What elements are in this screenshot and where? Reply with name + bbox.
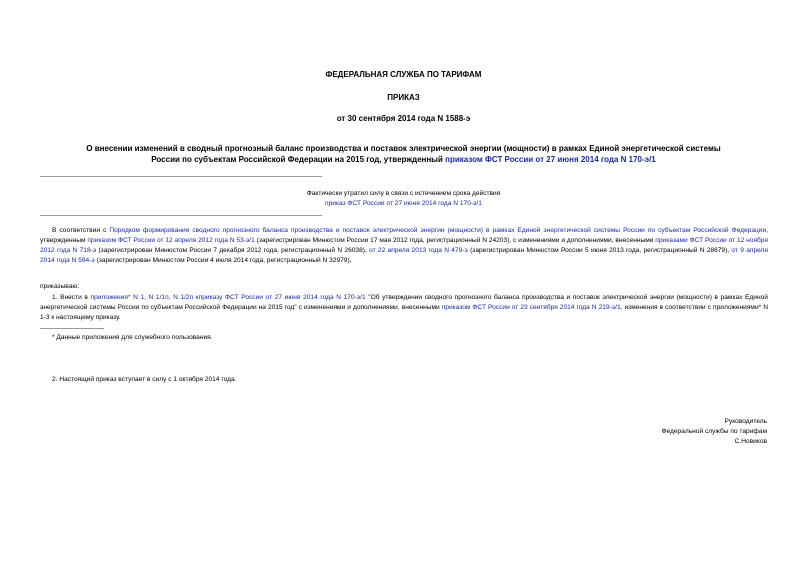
link-order-479[interactable]: от 22 апреля 2013 года N 479-э (369, 247, 468, 254)
preamble-text-6: (зарегистрирован Минюстом России 4 июля 2014 года, регистрационный N 32979), (94, 257, 352, 264)
item-1-paragraph (40, 293, 768, 323)
preamble-text-3: (зарегистрирован Минюстом России 17 мая 2012 года, регистрационный N 24203), с изменениями и дополнениями, внесенными (254, 237, 656, 244)
divider-top (40, 176, 322, 177)
agency-heading: ФЕДЕРАЛЬНАЯ СЛУЖБА ПО ТАРИФАМ (325, 70, 482, 79)
signature-block (662, 417, 768, 447)
preamble-paragraph (40, 226, 768, 266)
signature-name: С.Новиков (734, 438, 767, 445)
doc-type-heading: ПРИКАЗ (387, 93, 420, 102)
link-order-718[interactable]: приказами ФСТ России от 12 ноября 2012 года N 718-э (40, 237, 768, 254)
link-order-53[interactable]: приказом ФСТ России от 12 апреля 2012 года N 53-э/1 (87, 237, 255, 244)
order-word: приказываю: (40, 283, 80, 290)
item-1-text-1: 1. Внести в (52, 294, 91, 301)
preamble-text-4: (зарегистрирован Минюстом России 7 декабря 2012 года, регистрационный N 26038), (96, 247, 370, 254)
item-1-text-3: , изменения в соответствии с приложениями* N 1-3 к настоящему приказу. (40, 304, 768, 321)
date-number-heading: от 30 сентября 2014 года N 1588-э (336, 114, 471, 123)
footnote-divider (40, 328, 104, 329)
title-link-order-170[interactable]: приказом ФСТ России от 27 июня 2014 года N 170-э/1 (445, 155, 656, 164)
preamble-text-2: , утвержденным (40, 227, 769, 244)
item-1-text-2: "Об утверждении сводного прогнозного баланса производства и поставок электрической энергии (мощности) в рамках Единой энергетической системы России по субъектам Российской Федерации на 2015 год" с изменениями и дополнениями, внесенными (40, 294, 768, 311)
status-note-link[interactable]: приказ ФСТ России от 27 июня 2014 года N 170-э/1 (325, 200, 482, 207)
preamble-text-1: В соответствии с (52, 227, 110, 234)
link-order-594[interactable]: от 9 апреля 2014 года N 594-э (40, 247, 768, 264)
title-line-2-text: России по субъектам Российской Федерации на 2015 год, утвержденный (151, 155, 446, 164)
link-order-170[interactable]: приказу ФСТ России от 27 июня 2014 года N 170-э/1 (198, 294, 366, 301)
link-procedure[interactable]: Порядком формирования сводного прогнозного баланса производства и поставок электрической энергии (мощности) в рамках Единой энергетической системы России по субъектам Российской Федерации (109, 227, 767, 234)
status-note-text: Фактически утратил силу в связи с истечением срока действия (306, 190, 501, 197)
link-order-219[interactable]: приказом ФСТ России от 23 сентября 2014 года N 219-э/1 (441, 304, 621, 311)
document-title (0, 143, 807, 165)
signature-role-1: Руководитель (724, 418, 767, 425)
link-appendices[interactable]: приложения* N 1, N 1/1п, N 1/2п к (90, 294, 199, 301)
signature-role-2: Федеральной службы по тарифам (661, 428, 767, 435)
status-note (0, 189, 807, 209)
footnote: * Данные приложения для служебного пользования. (52, 334, 213, 341)
item-2-paragraph: 2. Настоящий приказ вступает в силу с 1 октября 2014 года. (52, 376, 237, 383)
preamble-text-5: (зарегистрирован Минюстом России 5 июня 2013 года, регистрационный N 28679), (467, 247, 732, 254)
title-line-2 (0, 154, 807, 165)
divider-bottom (40, 215, 322, 216)
title-line-1: О внесении изменений в сводный прогнозный баланс производства и поставок электрической энергии (мощности) в рамках Единой энергетической системы (86, 144, 721, 153)
